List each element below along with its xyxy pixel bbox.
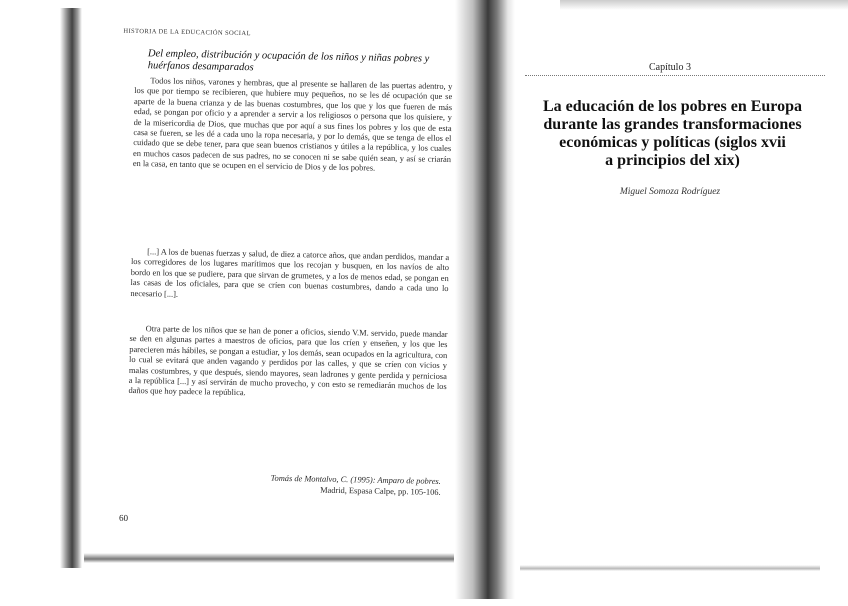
chapter-title-line: durante las grandes transformaciones	[543, 116, 802, 133]
paragraph-text: Otra parte de los niños que se han de poner a oficios, siendo V.M. servido, puede mandar se den en algunas partes a maestros de oficios, para que los críen y enseñen, y los que les parecieren más hábiles, se pongan a estudiar, y los demás, sean ocupados en la agricultura, con lo cual se evitará que anden vagando y perdidos por las calles, y que se críen con vicios y malas costumbres, y que después, siendo mayores, sean ladrones y gente perdida y perniciosa a la república [...] y así servirán de mucho provecho, y con esto se remediarán muchos de los daños que hoy padece la república.	[128, 324, 448, 398]
chapter-title-line: a principios del xix)	[605, 152, 740, 169]
source-citation	[225, 472, 441, 498]
chapter-author: Miguel Somoza Rodríguez	[619, 187, 721, 197]
chapter-title	[505, 98, 840, 170]
body-paragraph-2	[130, 247, 449, 305]
paragraph-text: [...] A los de buenas fuerzas y salud, de diez a catorce años, que andan perdidos, mandar a los corregidores de los lugares marítimos que los recojan y busquen, en los navíos de alto bordo en los que se pudiere, para que sirvan de grumetes, y a los de menos edad, se pongan en las casas de los oficiales, para que se críen con buenas costumbres, dando a cada uno lo necesario [...].	[130, 247, 450, 299]
chapter-label: Capítulo 3	[649, 62, 691, 73]
chapter-title-line: La educación de los pobres en Europa	[542, 98, 802, 115]
citation-line-2: Madrid, Espasa Calpe, pp. 105-106.	[320, 485, 441, 497]
left-page	[73, 0, 456, 606]
paragraph-text: Todos los niños, varones y hembras, que al presente se hallaren de las puertas adentro, y los que por tiempo se recibieren, que hubiere muy pequeños, no se les dé ocupación que se aparte de la buena crianza y de las buenas costumbres, que los que y los que fueren de más edad, se pongan por oficio y a aprender a servir a los religiosos o persona que los quisiere, y de la misericordia de Dios, que muchas que por aquí a sus fines los pobres y los que de esta casa se fueren, se les dé a cada uno la ropa necesaria, y por lo demás, que se tenga de ellos el cuidado que se debe tener, para que sean buenos cristianos y útiles a la república, y los cuales en muchos casos padecen de sus padres, no se conocen ni se sabe quién sean, y así se criarán en la casa, en tanto que se ocupen en el servicio de Dios y de los pobres.	[132, 76, 453, 173]
body-paragraph-1	[133, 76, 453, 176]
chapter-divider-rule	[525, 75, 825, 76]
citation-line-1: Tomás de Montalvo, C. (1995): Amparo de pobres.	[270, 473, 441, 486]
section-heading: Del empleo, distribución y ocupación de los niños y niñas pobres y huérfanos desamparados	[147, 48, 430, 74]
chapter-title-line: económicas y políticas (siglos xvii	[559, 134, 786, 151]
running-head: HISTORIA DE LA EDUCACIÓN SOCIAL	[123, 27, 251, 38]
right-page	[505, 0, 835, 599]
body-paragraph-3	[128, 324, 447, 403]
page-number: 60	[118, 512, 129, 523]
